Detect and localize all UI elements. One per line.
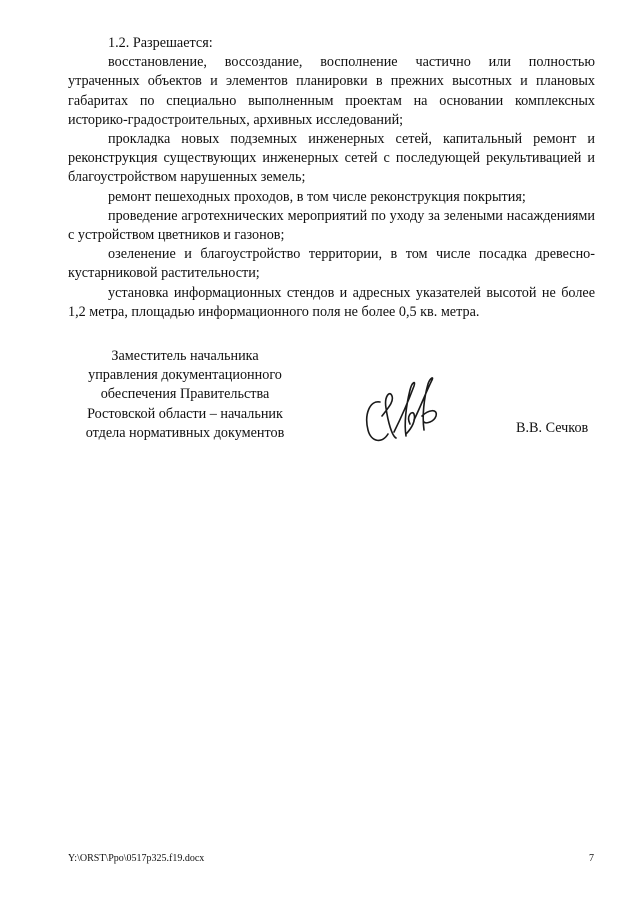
paragraph-restoration: восстановление, воссоздание, восполнение частично или полностью утраченных объектов и элементов планировки в прежних высотных и плановых габаритах по специально выполненным проектам на основании комплексных историко-градостроительных, архивных исследований; [68,54,595,128]
paragraph-agrotechnical: проведение агротехнических мероприятий по уходу за зелеными насаждениями с устройством цветников и газонов; [68,207,595,244]
section-heading: 1.2. Разрешается: [108,35,213,51]
signer-position-line: обеспечения Правительства [100,386,270,403]
signer-position-line: Ростовской области – начальник [87,405,283,422]
paragraph-walkways: ремонт пешеходных проходов, в том числе реконструкция покрытия; [108,188,526,205]
document-body [68,34,595,322]
signer-position-line: Заместитель начальника [111,348,259,364]
signer-name: В.В. Сечков [516,420,589,436]
signer-position [60,347,310,443]
signer-position-line: отдела нормативных документов [85,424,285,441]
paragraph-networks: прокладка новых подземных инженерных сетей, капитальный ремонт и реконструкция существующих инженерных сетей с последующей рекультивацией и благоустройством нарушенных земель; [68,131,595,186]
paragraph-info-stands: установка информационных стендов и адресных указателей высотой не более 1,2 метра, площадью информационного поля не более 0,5 кв. метра. [68,284,595,320]
paragraph-landscaping: озеленение и благоустройство территории, в том числе посадка древесно-кустарниковой растительности; [68,246,595,282]
page-number: 7 [589,853,594,864]
handwritten-signature [358,372,448,452]
footer-file-path: Y:\ORST\Ppo\0517p325.f19.docx [68,853,205,864]
signer-position-line: управления документационного [88,367,282,384]
